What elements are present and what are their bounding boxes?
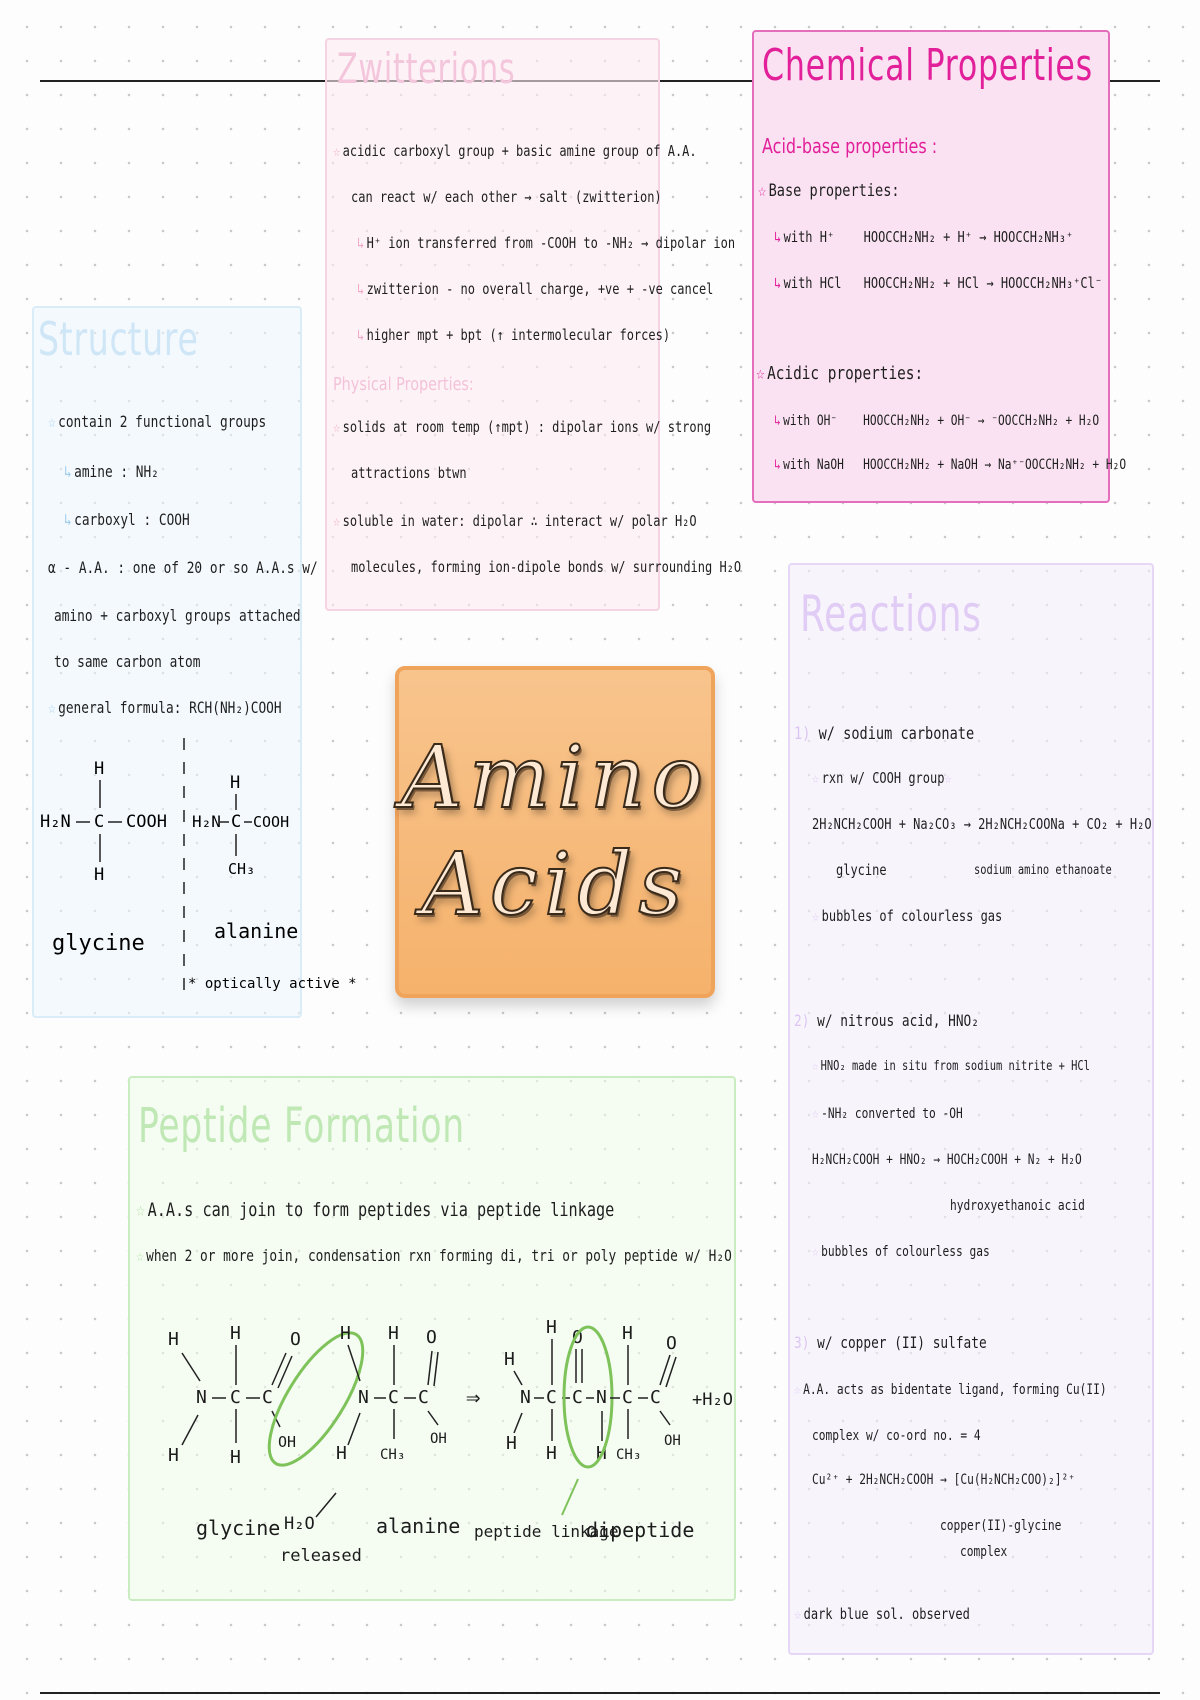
atom-label: H bbox=[596, 1443, 607, 1464]
atom-label: C bbox=[94, 812, 105, 832]
arrow-icon: ↳ bbox=[774, 413, 781, 429]
reaction-arrow-icon: ⇒ bbox=[466, 1383, 481, 1411]
structure-line: ↳ amine : NH₂ bbox=[64, 462, 159, 481]
reaction-label: complex bbox=[960, 1544, 1008, 1560]
optical-note: * optically active * bbox=[188, 976, 357, 992]
reaction-2-title: 2) w/ nitrous acid, HNO₂ bbox=[794, 1011, 979, 1030]
star-icon: ☆ bbox=[812, 907, 820, 925]
acid-row: ↳ with OH⁻ HOOCCH₂NH₂ + OH⁻ → ⁻OOCCH₂NH₂ + H₂O bbox=[774, 413, 1100, 429]
peptide-line: ☆ when 2 or more join, condensation rxn forming di, tri or poly peptide w/ H₂O bbox=[136, 1246, 732, 1265]
structure-line: ☆ general formula: RCH(NH₂)COOH bbox=[48, 698, 282, 717]
star-icon: ☆ bbox=[136, 1246, 144, 1265]
zwitterion-line: can react w/ each other → salt (zwitterion) bbox=[351, 188, 662, 206]
reaction-observation: ☆ bubbles of colourless gas bbox=[812, 907, 1003, 925]
base-row: ↳ with HCl HOOCCH₂NH₂ + HCl → HOOCCH₂NH₃⁺Cl⁻ bbox=[774, 274, 1103, 292]
reaction-equation: Cu²⁺ + 2H₂NCH₂COOH → [Cu(H₂NCH₂COO)₂]²⁺ bbox=[812, 1472, 1075, 1488]
reaction-note: ☆ HNO₂ made in situ from sodium nitrite + HCl bbox=[812, 1059, 1090, 1074]
title-card bbox=[395, 666, 715, 998]
peptide-label-dipeptide: dipeptide bbox=[586, 1518, 695, 1542]
atom-label: O bbox=[290, 1329, 301, 1350]
peptide-label-water: H₂O bbox=[284, 1514, 315, 1534]
title-line-2: Acids bbox=[421, 835, 689, 935]
atom-label: C bbox=[572, 1387, 583, 1408]
reactions-card bbox=[788, 563, 1154, 1655]
plus-water: +H₂O bbox=[692, 1390, 733, 1410]
atom-label: H bbox=[336, 1443, 347, 1464]
atom-label: H bbox=[504, 1349, 515, 1370]
star-icon: ☆ bbox=[812, 769, 820, 787]
arrow-icon: ↳ bbox=[357, 234, 365, 252]
zwitterion-line: ↳ higher mpt + bpt (↑ intermolecular forces) bbox=[357, 326, 671, 344]
atom-label: H bbox=[622, 1323, 633, 1344]
reaction-observation: ☆ dark blue sol. observed bbox=[794, 1605, 970, 1623]
atom-label: C bbox=[230, 1387, 241, 1408]
arrow-icon: ↳ bbox=[774, 457, 781, 473]
atom-label: N bbox=[596, 1387, 607, 1408]
title-line-1: Amino bbox=[400, 727, 710, 828]
structure-card bbox=[32, 306, 357, 1018]
atom-label: CH₃ bbox=[380, 1447, 406, 1463]
glycine-label: glycine bbox=[52, 931, 145, 956]
atom-label: C bbox=[622, 1387, 633, 1408]
atom-label: N bbox=[358, 1387, 369, 1408]
peptide-line: ☆ A.A.s can join to form peptides via peptide linkage bbox=[136, 1199, 615, 1221]
zwitterion-line: ↳ zwitterion - no overall charge, +ve + -ve cancel bbox=[357, 280, 714, 298]
reaction-note: ☆ A.A. acts as bidentate ligand, forming Cu(II) bbox=[794, 1382, 1107, 1398]
star-icon: ☆ bbox=[812, 1059, 819, 1074]
zwitterions-card bbox=[325, 38, 742, 611]
atom-label: H bbox=[94, 759, 105, 779]
star-icon: ☆ bbox=[794, 1605, 802, 1623]
atom-label: O bbox=[572, 1327, 583, 1348]
atom-label: N bbox=[520, 1387, 531, 1408]
alanine-label: alanine bbox=[214, 919, 299, 943]
zwitterion-line: ☆ solids at room temp (↑mpt) : dipolar ions w/ strong bbox=[333, 418, 712, 436]
structure-line: α - A.A. : one of 20 or so A.A.s w/ bbox=[48, 558, 318, 577]
structure-line: to same carbon atom bbox=[54, 652, 201, 671]
structure-diagrams bbox=[34, 728, 357, 1018]
star-icon: ☆ bbox=[48, 698, 56, 717]
arrow-icon: ↳ bbox=[357, 326, 365, 344]
star-icon: ☆ bbox=[812, 1106, 819, 1122]
peptide-label-released: released bbox=[280, 1546, 362, 1566]
atom-label: O bbox=[426, 1327, 437, 1348]
atom-label: H₂N bbox=[192, 812, 221, 831]
reaction-equation: 2H₂NCH₂COOH + Na₂CO₃ → 2H₂NCH₂COONa + CO₂ + H₂O bbox=[812, 815, 1152, 833]
base-row: ↳ with H⁺ HOOCCH₂NH₂ + H⁺ → HOOCCH₂NH₃⁺ bbox=[774, 228, 1074, 246]
acid-row: ↳ with NaOH HOOCCH₂NH₂ + NaOH → Na⁺⁻OOCCH₂NH₂ + H₂O bbox=[774, 457, 1127, 473]
reaction-label: glycine bbox=[836, 861, 887, 879]
reaction-label: sodium amino ethanoate bbox=[974, 863, 1112, 878]
atom-label: OH bbox=[664, 1433, 681, 1449]
star-icon: ☆ bbox=[758, 181, 767, 201]
zwitterion-line: attractions btwn bbox=[351, 464, 467, 482]
star-icon: ☆ bbox=[136, 1199, 146, 1221]
arrow-icon: ↳ bbox=[64, 510, 72, 529]
star-icon: ☆ bbox=[333, 142, 341, 160]
acid-title: ☆ Acidic properties: bbox=[756, 363, 924, 384]
atom-label: H bbox=[546, 1317, 557, 1338]
physical-properties-subheading: Physical Properties: bbox=[333, 374, 474, 395]
zwitterion-line: ↳ H⁺ ion transferred from -COOH to -NH₂ → dipolar ion bbox=[357, 234, 736, 252]
structure-heading: Structure bbox=[38, 312, 199, 366]
atom-label: H₂N bbox=[40, 812, 71, 832]
reaction-1-title: 1) w/ sodium carbonate bbox=[794, 724, 975, 744]
structure-line: amino + carboxyl groups attached bbox=[54, 606, 301, 625]
star-icon: ☆ bbox=[944, 769, 952, 787]
atom-label: H bbox=[230, 773, 241, 793]
arrow-icon: ↳ bbox=[64, 462, 72, 481]
peptide-label-glycine: glycine bbox=[196, 1516, 281, 1540]
atom-label: C bbox=[418, 1387, 429, 1408]
atom-label: H bbox=[340, 1323, 351, 1344]
atom-label: COOH bbox=[253, 813, 290, 831]
star-icon: ☆ bbox=[812, 1244, 819, 1260]
zwitterion-line: molecules, forming ion-dipole bonds w/ surrounding H₂O bbox=[351, 558, 742, 576]
star-icon: ☆ bbox=[333, 418, 341, 436]
reaction-note: complex w/ co-ord no. = 4 bbox=[812, 1428, 981, 1444]
atom-label: H bbox=[506, 1433, 517, 1454]
atom-label: OH bbox=[278, 1433, 297, 1451]
reaction-label: copper(II)-glycine bbox=[940, 1518, 1062, 1534]
structure-line: ↳ carboxyl : COOH bbox=[64, 510, 190, 529]
acid-base-subheading: Acid-base properties : bbox=[762, 134, 938, 158]
atom-label: C bbox=[231, 812, 242, 832]
atom-label: H bbox=[168, 1329, 179, 1350]
atom-label: H bbox=[94, 865, 105, 885]
bottom-rule bbox=[40, 1692, 1160, 1694]
zwitterion-line: ☆ acidic carboxyl group + basic amine group of A.A. bbox=[333, 142, 697, 160]
peptide-diagram bbox=[130, 1293, 733, 1593]
atom-label: C bbox=[546, 1387, 557, 1408]
reaction-observation: ☆ bubbles of colourless gas bbox=[812, 1244, 990, 1260]
atom-label: CH₃ bbox=[616, 1447, 642, 1463]
zwitterions-heading: Zwitterions bbox=[337, 44, 516, 93]
atom-label: H bbox=[388, 1323, 399, 1344]
peptide-label-alanine: alanine bbox=[376, 1514, 461, 1538]
star-icon: ☆ bbox=[794, 1382, 801, 1398]
atom-label: H bbox=[168, 1445, 179, 1466]
peptide-label-linkage: peptide linkage bbox=[474, 1522, 619, 1541]
arrow-icon: ↳ bbox=[357, 280, 365, 298]
chemical-properties-card bbox=[752, 30, 1127, 503]
reaction-equation: H₂NCH₂COOH + HNO₂ → HOCH₂COOH + N₂ + H₂O bbox=[812, 1152, 1082, 1168]
base-title: ☆ Base properties: bbox=[758, 181, 900, 201]
atom-label: H bbox=[546, 1443, 557, 1464]
star-icon: ☆ bbox=[333, 512, 341, 530]
structure-line: ☆ contain 2 functional groups bbox=[48, 412, 267, 431]
atom-label: C bbox=[388, 1387, 399, 1408]
chemical-heading: Chemical Properties bbox=[762, 40, 1093, 91]
atom-label: H bbox=[230, 1323, 241, 1344]
atom-label: CH₃ bbox=[228, 860, 256, 878]
star-icon: ☆ bbox=[48, 412, 56, 431]
atom-label: OH bbox=[430, 1431, 447, 1447]
atom-label: C bbox=[262, 1387, 273, 1408]
reaction-note: ☆ -NH₂ converted to -OH bbox=[812, 1106, 963, 1122]
peptide-heading: Peptide Formation bbox=[138, 1098, 465, 1154]
reactions-heading: Reactions bbox=[800, 585, 982, 643]
star-icon: ☆ bbox=[756, 363, 765, 384]
reaction-label: hydroxyethanoic acid bbox=[950, 1198, 1085, 1214]
zwitterion-line: ☆ soluble in water: dipolar ∴ interact w/ polar H₂O bbox=[333, 512, 697, 530]
atom-label: C bbox=[650, 1387, 661, 1408]
atom-label: O bbox=[666, 1333, 677, 1354]
reaction-3-title: 3) w/ copper (II) sulfate bbox=[794, 1333, 987, 1352]
arrow-icon: ↳ bbox=[774, 228, 782, 246]
atom-label: N bbox=[196, 1387, 207, 1408]
atom-label: COOH bbox=[126, 812, 167, 832]
reaction-note: ☆ rxn w/ COOH group☆ bbox=[812, 769, 952, 787]
atom-label: H bbox=[230, 1447, 241, 1468]
peptide-card bbox=[128, 1076, 736, 1601]
arrow-icon: ↳ bbox=[774, 274, 782, 292]
